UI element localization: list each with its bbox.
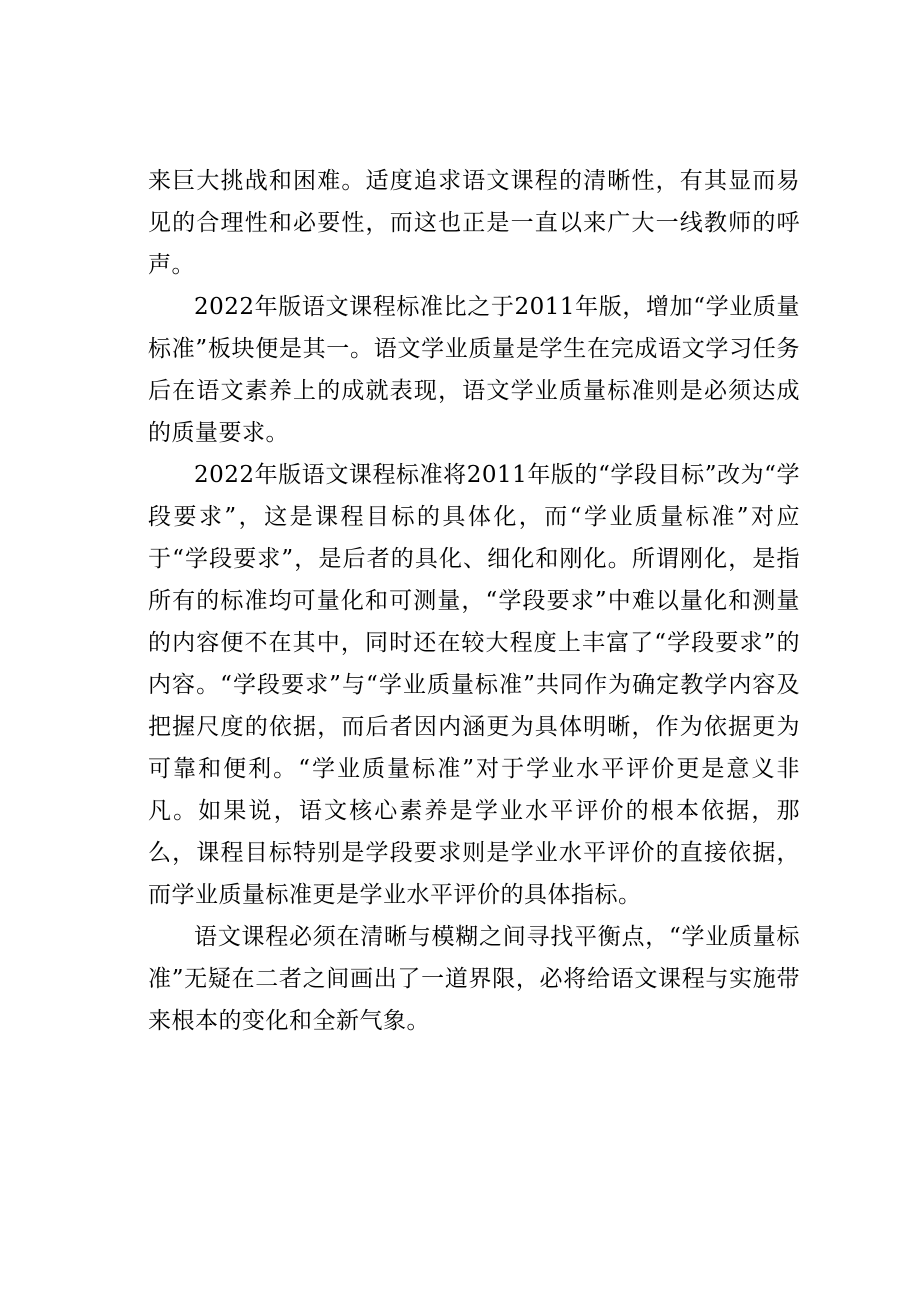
document-page: [148, 160, 800, 1042]
paragraph-quality-standard-intro: 2022年版语文课程标准比之于2011年版，增加“学业质量标准”板块便是其一。语文学业质量是学生在完成语文学习任务后在语文素养上的成就表现，语文学业质量标准则是必须达成的质量要求。: [148, 294, 800, 446]
paragraph-continuation: 来巨大挑战和困难。适度追求语文课程的清晰性，有其显而易见的合理性和必要性，而这也正是一直以来广大一线教师的呼声。: [148, 168, 800, 278]
paragraph-stage-requirements: 2022年版语文课程标准将2011年版的“学段目标”改为“学段要求”，这是课程目标的具体化，而“学业质量标准”对应于“学段要求”，是后者的具化、细化和刚化。所谓刚化，是指所有的标准均可量化和可测量，“学段要求”中难以量化和测量的内容便不在其中，同时还在较大程度上丰富了“学段要求”的内容。“学段要求”与“学业质量标准”共同作为确定教学内容及把握尺度的依据，而后者因内涵更为具体明晰，作为依据更为可靠和便利。“学业质量标准”对于学业水平评价更是意义非凡。如果说，语文核心素养是学业水平评价的根本依据，那么，课程目标特别是学段要求则是学业水平评价的直接依据，而学业质量标准更是学业水平评价的具体指标。: [148, 462, 800, 908]
paragraph-conclusion: 语文课程必须在清晰与模糊之间寻找平衡点，“学业质量标准”无疑在二者之间画出了一道界限，必将给语文课程与实施带来根本的变化和全新气象。: [148, 924, 800, 1034]
